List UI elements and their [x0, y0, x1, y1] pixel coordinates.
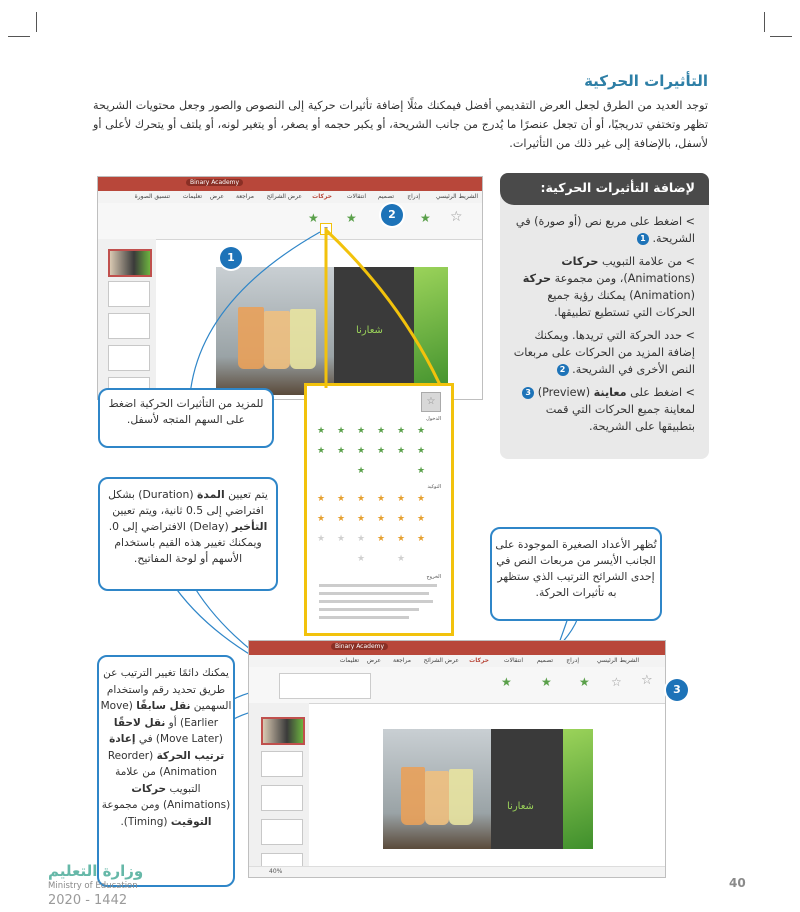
slide-slogan[interactable]: شعارنا: [507, 801, 534, 812]
intro-paragraph: توجد العديد من الطرق لجعل العرض التقديمي أفضل فيمكنك مثلًا إضافة تأثيرات حركية إلى النصوص والصور وجعل محتويات الشريحة تظهر وتختفي تدريجيًا، أو أن تجعل عنصرًا ما يُدرج من جانب الشريحة، أو يكبر حجمه أو يصغر، أو يتغير لونه، أو يلتف أو يتحرك لأعلى أو لأسفل، بالإضافة إلى غير ذلك من التأثيرات.: [93, 99, 708, 150]
tab-help[interactable]: تعليمات: [182, 193, 202, 200]
star-icon[interactable]: ☆: [421, 392, 441, 412]
star-icon[interactable]: ★: [317, 494, 326, 504]
star-icon[interactable]: ★: [317, 446, 326, 456]
status-bar: [249, 866, 665, 877]
preview-icon[interactable]: ☆: [641, 673, 653, 688]
zoom-level[interactable]: 40%: [269, 868, 283, 875]
step-4: > اضغط على معاينة (Preview) 3 لمعاينة جميع الحركات التي قمت بتطبيقها على الشريحة.: [508, 384, 695, 435]
star-icon[interactable]: ★: [417, 446, 426, 456]
star-icon[interactable]: ★: [417, 534, 426, 544]
star-icon[interactable]: ★: [337, 446, 346, 456]
tab-picture-format[interactable]: تنسيق الصورة: [134, 193, 170, 200]
star-icon[interactable]: ★: [337, 426, 346, 436]
tab-review[interactable]: مراجعة: [235, 193, 254, 200]
ribbon: [249, 667, 665, 704]
step-1: > اضغط على مربع نص (أو صورة) في الشريحة. 1: [515, 215, 695, 245]
slide-dark-shape: [491, 729, 563, 849]
callout-order-numbers: تُظهر الأعداد الصغيرة الموجودة على الجانب الأيسر من مربعات النص في إحدى الشرائح الترتيب الذي ستظهر به تأثيرات الحركة.: [490, 527, 662, 621]
panel-title: لإضافة التأثيرات الحركية:: [500, 173, 709, 205]
star-icon[interactable]: ★: [417, 494, 426, 504]
tab-slideshow[interactable]: عرض الشرائح: [423, 657, 459, 664]
tab-insert[interactable]: إدراج: [566, 657, 579, 664]
star-icon[interactable]: ★: [417, 426, 426, 436]
ministry-logo: وزارة التعليم: [48, 862, 144, 880]
step-badge: 2: [557, 364, 569, 376]
star-icon[interactable]: ★: [417, 466, 426, 476]
star-icon[interactable]: ★: [357, 514, 366, 524]
star-icon[interactable]: ★: [501, 675, 512, 689]
star-icon[interactable]: ★: [357, 534, 366, 544]
star-icon[interactable]: ★: [579, 675, 590, 689]
star-icon[interactable]: ★: [357, 554, 366, 564]
star-icon[interactable]: ★: [377, 514, 386, 524]
tab-design[interactable]: تصميم: [377, 193, 394, 200]
section-title: التأثيرات الحركية: [584, 72, 708, 90]
step-badge-1: 1: [220, 247, 242, 269]
star-icon[interactable]: ☆: [450, 209, 463, 225]
tab-review[interactable]: مراجعة: [392, 657, 411, 664]
star-icon[interactable]: ★: [397, 446, 406, 456]
star-icon[interactable]: ★: [417, 514, 426, 524]
slide-slogan[interactable]: شعارنا: [356, 325, 383, 336]
star-icon[interactable]: ★: [397, 426, 406, 436]
star-icon[interactable]: ★: [337, 534, 346, 544]
star-icon[interactable]: ★: [308, 211, 319, 225]
star-icon[interactable]: ★: [377, 446, 386, 456]
tab-animations[interactable]: حركات: [312, 193, 332, 200]
step-badge: 3: [522, 387, 534, 399]
star-icon[interactable]: ★: [317, 426, 326, 436]
star-icon[interactable]: ★: [541, 675, 552, 689]
star-icon[interactable]: ★: [357, 494, 366, 504]
ministry-name: Ministry of Education: [48, 881, 138, 891]
slides-panel: [249, 703, 309, 869]
callout-reorder: يمكنك دائمًا تغيير الترتيب عن طريق تحديد رقم واستخدام السهمين نقل سابقًا (Move Earlier) أو نقل لاحقًا (Move Later) في إعادة ترتيب الحركة (Reorder Animation) من علامة التبويب حركات (Animations) ومن مجموعة التوقيت (Timing).: [97, 655, 235, 887]
star-icon[interactable]: ★: [397, 534, 406, 544]
star-icon[interactable]: ★: [317, 514, 326, 524]
star-icon[interactable]: ★: [397, 494, 406, 504]
star-icon[interactable]: ★: [420, 211, 431, 225]
account-name: Binary Academy: [186, 179, 243, 186]
tab-help[interactable]: تعليمات: [339, 657, 359, 664]
powerpoint-screenshot-bottom: [248, 640, 666, 878]
star-icon[interactable]: ★: [377, 494, 386, 504]
callout-duration-delay: يتم تعيين المدة (Duration) بشكل افتراضي إلى 0.5 ثانية، ويتم تعيين التأخير (Delay) الافتراضي إلى 0. ويمكنك تغيير هذه القيم باستخدام الأسهم أو لوحة المفاتيح.: [98, 477, 278, 591]
star-icon[interactable]: ★: [377, 426, 386, 436]
step-2: > من علامة التبويب حركات (Animations)، ومن مجموعة حركة (Animation) يمكنك رؤية جميع الحركات التي تستطيع تطبيقها.: [522, 255, 695, 319]
star-icon[interactable]: ★: [346, 211, 357, 225]
ribbon-tabs: [249, 655, 665, 667]
more-animations-arrow[interactable]: ▾: [320, 223, 332, 235]
step-badge-2: 2: [381, 204, 403, 226]
page-number: 40: [729, 876, 746, 890]
gallery-section-entrance: الدخول: [426, 416, 441, 422]
star-icon[interactable]: ☆: [611, 675, 622, 689]
star-icon[interactable]: ★: [377, 534, 386, 544]
star-icon[interactable]: ★: [397, 554, 406, 564]
slide-thumbnail[interactable]: [261, 785, 303, 811]
slide-thumbnail[interactable]: [261, 819, 303, 845]
tab-view[interactable]: عرض: [209, 193, 224, 200]
star-icon[interactable]: ★: [337, 494, 346, 504]
tab-view[interactable]: عرض: [366, 657, 381, 664]
tab-home[interactable]: الشريط الرئيسي: [596, 657, 639, 664]
step-3: > حدد الحركة التي تريدها. ويمكنك إضافة المزيد من الحركات على مربعات النص الأخرى في الشريحة. 2: [513, 329, 695, 376]
tab-home[interactable]: الشريط الرئيسي: [435, 193, 478, 200]
timing-group[interactable]: [279, 673, 371, 699]
title-bar: [249, 641, 665, 655]
tab-animations[interactable]: حركات: [469, 657, 489, 664]
slide-thumbnail[interactable]: [261, 751, 303, 777]
star-icon[interactable]: ★: [397, 514, 406, 524]
star-icon[interactable]: ★: [317, 534, 326, 544]
star-icon[interactable]: ★: [337, 514, 346, 524]
tab-design[interactable]: تصميم: [536, 657, 553, 664]
drinks-photo[interactable]: [383, 729, 491, 849]
star-icon[interactable]: ★: [357, 446, 366, 456]
callout-more-animations: للمزيد من التأثيرات الحركية اضغط على السهم المتجه لأسفل.: [98, 388, 274, 448]
tab-insert[interactable]: إدراج: [407, 193, 420, 200]
slide-green-shape: [563, 729, 593, 849]
step-badge-3: 3: [666, 679, 688, 701]
gallery-section-exit: الخروج: [426, 574, 441, 580]
account-name: Binary Academy: [331, 643, 388, 650]
tab-transitions[interactable]: انتقالات: [503, 657, 523, 664]
slide-thumbnail[interactable]: [261, 717, 305, 745]
tab-transitions[interactable]: انتقالات: [346, 193, 366, 200]
star-icon[interactable]: ★: [357, 426, 366, 436]
star-icon[interactable]: ★: [357, 466, 366, 476]
step-badge: 1: [637, 233, 649, 245]
slide-canvas[interactable]: [383, 729, 593, 849]
edition-year: 2020 - 1442: [48, 893, 128, 908]
gallery-section-emphasis: التوكيد: [427, 484, 441, 490]
tab-slideshow[interactable]: عرض الشرائح: [266, 193, 302, 200]
